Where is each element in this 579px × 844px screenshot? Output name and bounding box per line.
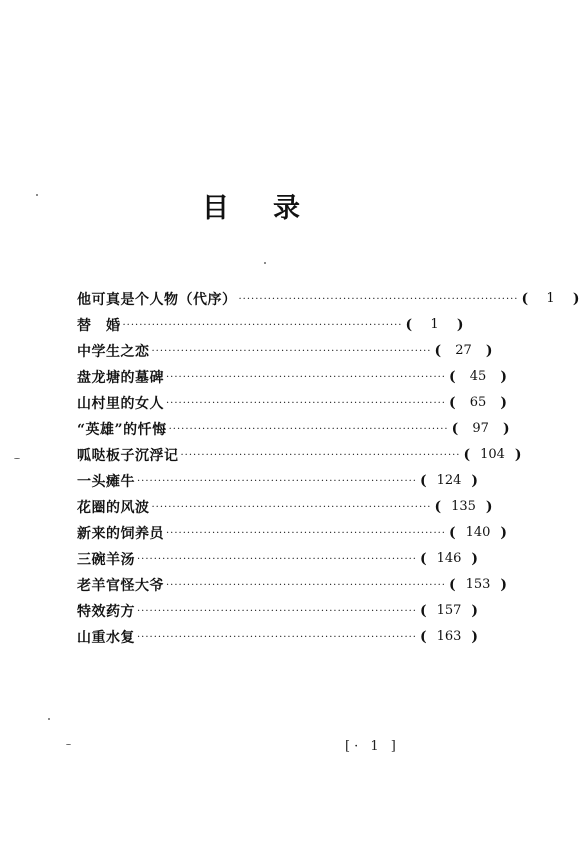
toc-entry[interactable] xyxy=(77,598,478,624)
toc-entry-page: ( 157 ) xyxy=(419,603,478,619)
toc-entry[interactable] xyxy=(77,312,464,338)
toc-entry[interactable] xyxy=(77,572,507,598)
toc-entry[interactable] xyxy=(77,624,478,650)
leader-dots: ··································································· xyxy=(151,501,432,513)
leader-dots: ··································································· xyxy=(166,579,446,591)
leader-dots: ··································································· xyxy=(122,319,403,331)
toc-entry-title: 中学生之恋 xyxy=(77,344,150,360)
toc-entry-title: 他可真是个人物（代序） xyxy=(77,292,237,308)
toc-entry-title: “英雄”的忏悔 xyxy=(77,422,167,438)
leader-dots: ··································································· xyxy=(166,371,446,383)
toc-entry-title: 山重水复 xyxy=(77,630,135,646)
scan-speck xyxy=(264,262,266,264)
scan-speck xyxy=(48,718,50,720)
toc-entry-page: ( 124 ) xyxy=(419,473,478,489)
toc-entry-title: 特效药方 xyxy=(77,604,135,620)
toc-entry-title: 三碗羊汤 xyxy=(77,552,135,568)
toc-entry-title: 一头瘫牛 xyxy=(77,474,135,490)
leader-dots: ··································································· xyxy=(166,397,446,409)
leader-dots: ··································································· xyxy=(168,423,449,435)
leader-dots: ··································································· xyxy=(137,631,417,643)
toc-entry[interactable] xyxy=(77,494,493,520)
leader-dots: ··································································· xyxy=(137,553,417,565)
toc-entry-page: ( 153 ) xyxy=(448,577,507,593)
toc-entry-title: 花圈的风波 xyxy=(77,500,150,516)
scan-speck xyxy=(14,458,20,459)
toc-entry-title: 山村里的女人 xyxy=(77,396,164,412)
toc-entry-page: ( 1 ) xyxy=(405,317,464,333)
leader-dots: ··································································· xyxy=(166,527,446,539)
contents-heading xyxy=(0,186,504,225)
toc-entry-page: ( 27 ) xyxy=(434,343,493,359)
toc-entry-page: ( 104 ) xyxy=(463,447,522,463)
toc-entry-page: ( 146 ) xyxy=(419,551,478,567)
toc-entry-title: 替 婚 xyxy=(77,318,121,334)
toc-entry[interactable] xyxy=(77,390,507,416)
toc-entry[interactable] xyxy=(77,286,579,312)
toc-entry-title: 新来的饲养员 xyxy=(77,526,164,542)
toc-entry-page: ( 1 ) xyxy=(521,291,579,307)
scan-speck xyxy=(66,744,71,745)
toc-entry-page: ( 45 ) xyxy=(448,369,507,385)
toc-entry-title: 老羊官怪大爷 xyxy=(77,578,164,594)
heading-char-2: 录 xyxy=(273,193,302,224)
leader-dots: ··································································· xyxy=(180,449,461,461)
toc-entry-page: ( 135 ) xyxy=(434,499,493,515)
toc-entry[interactable] xyxy=(77,468,478,494)
toc-entry-title: 呱哒板子沉浮记 xyxy=(77,448,179,464)
toc-entry[interactable] xyxy=(77,364,507,390)
toc-entry[interactable] xyxy=(77,442,522,468)
toc-entry[interactable] xyxy=(77,546,478,572)
toc-entry-page: ( 65 ) xyxy=(448,395,507,411)
toc-entry-page: ( 163 ) xyxy=(419,629,478,645)
toc-entry[interactable] xyxy=(77,338,493,364)
leader-dots: ··································································· xyxy=(137,605,417,617)
leader-dots: ··································································· xyxy=(238,293,519,305)
toc-entry[interactable] xyxy=(77,416,510,442)
toc-entry-page: ( 140 ) xyxy=(448,525,507,541)
toc-entry-title: 盘龙塘的墓碑 xyxy=(77,370,164,386)
table-of-contents xyxy=(77,286,579,650)
leader-dots: ··································································· xyxy=(151,345,432,357)
heading-char-1: 目 xyxy=(202,193,231,224)
page-folio: [· 1 ] xyxy=(345,739,400,754)
toc-entry[interactable] xyxy=(77,520,507,546)
toc-entry-page: ( 97 ) xyxy=(451,421,510,437)
scan-speck xyxy=(36,194,38,196)
leader-dots: ··································································· xyxy=(137,475,417,487)
